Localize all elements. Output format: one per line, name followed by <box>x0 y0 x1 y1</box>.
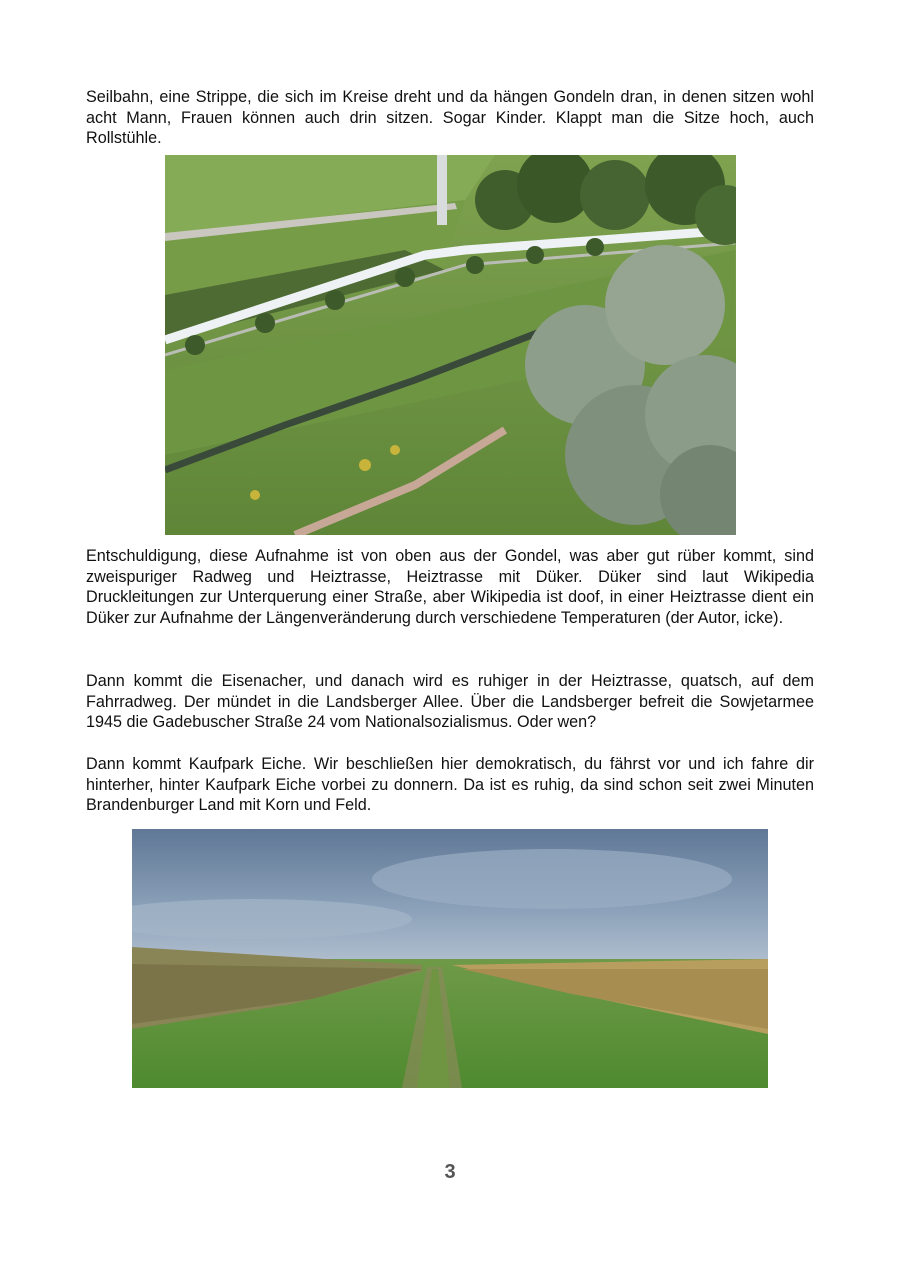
aerial-photo-pipeline <box>165 155 736 535</box>
paragraph-3: Dann kommt die Eisenacher, und danach wird es ruhiger in der Heiztrasse, quatsch, auf dem Fahrradweg. Der mündet in die Landsberger Allee. Über die Landsberger befreit die Sowjetarmee 1945 die Gadebuscher Straße 24 vom Nationalsozialismus. Oder wen? <box>86 672 814 732</box>
paragraph-4: Dann kommt Kaufpark Eiche. Wir beschließen hier demokratisch, du fährst vor und ich fahre dir hinterher, hinter Kaufpark Eiche vorbei zu donnern. Da ist es ruhig, da sind schon seit zwei Minuten Brandenburger Land mit Korn und Feld. <box>86 755 814 815</box>
paragraph-1: Seilbahn, eine Strippe, die sich im Kreise dreht und da hängen Gondeln dran, in denen sitzen wohl acht Mann, Frauen können auch drin sitzen. Sogar Kinder. Klappt man die Sitze hoch, auch Rollstühle. <box>86 88 814 148</box>
aerial-photo-graphic <box>165 155 736 535</box>
page-number: 3 <box>444 1161 456 1183</box>
paragraph-2: Entschuldigung, diese Aufnahme ist von oben aus der Gondel, was aber gut rüber kommt, sind zweispuriger Radweg und Heiztrasse, Heiztrasse mit Düker. Düker sind laut Wikipedia Druckleitungen zur Unterquerung einer Straße, aber Wikipedia ist doof, in einer Heiztrasse dient ein Düker zur Aufnahme der Längenveränderung durch verschiedene Temperaturen (der Autor, icke). <box>86 547 814 627</box>
field-path-graphic <box>132 829 768 1088</box>
field-path-photo <box>132 829 768 1088</box>
